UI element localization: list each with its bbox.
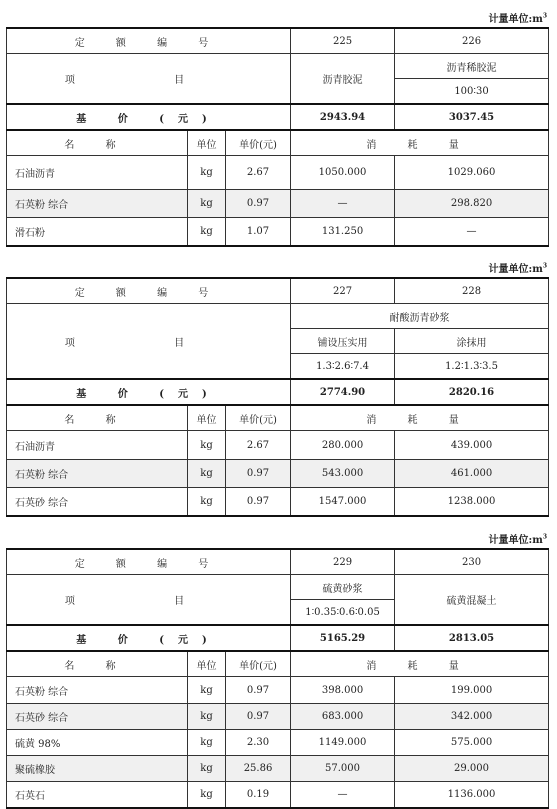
material-name: 滑石粉 bbox=[7, 218, 188, 247]
material-unit: kg bbox=[188, 677, 226, 704]
unit-label: 计量单位$:m^3$ bbox=[488, 12, 547, 25]
unit-price-header: 单价(元) bbox=[226, 405, 291, 431]
material-unit: kg bbox=[188, 756, 226, 782]
material-price: 0.97 bbox=[226, 488, 291, 517]
quota-code: 226 bbox=[395, 28, 549, 54]
item-label: 项 目 bbox=[7, 304, 291, 380]
item-name: 硫黄混凝土 bbox=[395, 575, 549, 626]
material-name: 石英砂 综合 bbox=[7, 488, 188, 517]
consumption-value: 298.820 bbox=[395, 190, 549, 218]
material-unit: kg bbox=[188, 190, 226, 218]
mix-ratio: 1.2∶1.3∶3.5 bbox=[395, 354, 549, 380]
base-price-label: 基 价 (元) bbox=[7, 379, 291, 405]
mix-ratio: 1∶0.35∶0.6∶0.05 bbox=[291, 600, 395, 626]
name-header: 名 称 bbox=[7, 651, 188, 677]
consumption-value: 1050.000 bbox=[291, 156, 395, 190]
unit-label: 计量单位$:m^3$ bbox=[488, 533, 547, 546]
name-header: 名 称 bbox=[7, 405, 188, 431]
quota-table-2 bbox=[6, 277, 549, 517]
quota-no-label: 定 额 编 号 bbox=[7, 278, 291, 304]
quota-code: 227 bbox=[291, 278, 395, 304]
material-unit: kg bbox=[188, 156, 226, 190]
consumption-header: 消 耗 量 bbox=[291, 651, 549, 677]
quota-no-label: 定 额 编 号 bbox=[7, 549, 291, 575]
base-price: 2943.94 bbox=[291, 104, 395, 130]
quota-code: 229 bbox=[291, 549, 395, 575]
table-row bbox=[7, 218, 549, 247]
quota-code: 225 bbox=[291, 28, 395, 54]
table-row bbox=[7, 730, 549, 756]
material-unit: kg bbox=[188, 460, 226, 488]
consumption-value: 1238.000 bbox=[395, 488, 549, 517]
base-price: 2820.16 bbox=[395, 379, 549, 405]
table-row bbox=[7, 156, 549, 190]
table-row bbox=[7, 488, 549, 517]
consumption-value: 461.000 bbox=[395, 460, 549, 488]
base-price-label: 基 价 (元) bbox=[7, 625, 291, 651]
material-name: 石油沥青 bbox=[7, 156, 188, 190]
material-price: 0.97 bbox=[226, 190, 291, 218]
item-name: 沥青胶泥 bbox=[291, 54, 395, 105]
consumption-value: 543.000 bbox=[291, 460, 395, 488]
table-row bbox=[7, 756, 549, 782]
unit-header: 单位 bbox=[188, 130, 226, 156]
consumption-value: 199.000 bbox=[395, 677, 549, 704]
material-name: 石英粉 综合 bbox=[7, 460, 188, 488]
material-name: 石英石 bbox=[7, 782, 188, 809]
material-name: 聚硫橡胶 bbox=[7, 756, 188, 782]
consumption-value: 1547.000 bbox=[291, 488, 395, 517]
base-price-label: 基 价 (元) bbox=[7, 104, 291, 130]
unit-price-header: 单价(元) bbox=[226, 651, 291, 677]
material-unit: kg bbox=[188, 488, 226, 517]
material-name: 石油沥青 bbox=[7, 431, 188, 460]
table-row bbox=[7, 782, 549, 809]
consumption-value: 1136.000 bbox=[395, 782, 549, 809]
table-row bbox=[7, 460, 549, 488]
quota-code: 228 bbox=[395, 278, 549, 304]
consumption-header: 消 耗 量 bbox=[291, 130, 549, 156]
mix-ratio: 100∶30 bbox=[395, 79, 549, 105]
base-price: 5165.29 bbox=[291, 625, 395, 651]
material-price: 1.07 bbox=[226, 218, 291, 247]
material-name: 石英粉 综合 bbox=[7, 677, 188, 704]
base-price: 2813.05 bbox=[395, 625, 549, 651]
item-label: 项 目 bbox=[7, 54, 291, 105]
material-price: 0.97 bbox=[226, 704, 291, 730]
consumption-value: 575.000 bbox=[395, 730, 549, 756]
item-name: 沥青稀胶泥 bbox=[395, 54, 549, 79]
consumption-value: — bbox=[291, 190, 395, 218]
consumption-value: 131.250 bbox=[291, 218, 395, 247]
material-price: 0.19 bbox=[226, 782, 291, 809]
material-price: 25.86 bbox=[226, 756, 291, 782]
unit-header: 单位 bbox=[188, 651, 226, 677]
material-price: 2.67 bbox=[226, 156, 291, 190]
base-price: 3037.45 bbox=[395, 104, 549, 130]
consumption-value: 29.000 bbox=[395, 756, 549, 782]
consumption-value: 1149.000 bbox=[291, 730, 395, 756]
mix-ratio: 1.3∶2.6∶7.4 bbox=[291, 354, 395, 380]
consumption-value: 398.000 bbox=[291, 677, 395, 704]
group-title: 耐酸沥青砂浆 bbox=[291, 304, 549, 329]
material-unit: kg bbox=[188, 730, 226, 756]
item-name: 硫黄砂浆 bbox=[291, 575, 395, 600]
material-name: 硫黄 98% bbox=[7, 730, 188, 756]
consumption-value: — bbox=[291, 782, 395, 809]
table-row bbox=[7, 190, 549, 218]
material-unit: kg bbox=[188, 704, 226, 730]
unit-price-header: 单价(元) bbox=[226, 130, 291, 156]
table-row bbox=[7, 677, 549, 704]
consumption-value: 439.000 bbox=[395, 431, 549, 460]
quota-table-1 bbox=[6, 27, 549, 247]
consumption-value: 342.000 bbox=[395, 704, 549, 730]
table-row bbox=[7, 704, 549, 730]
base-price: 2774.90 bbox=[291, 379, 395, 405]
consumption-value: 1029.060 bbox=[395, 156, 549, 190]
item-name: 涂抹用 bbox=[395, 329, 549, 354]
material-price: 0.97 bbox=[226, 677, 291, 704]
material-unit: kg bbox=[188, 431, 226, 460]
unit-header: 单位 bbox=[188, 405, 226, 431]
material-unit: kg bbox=[188, 782, 226, 809]
consumption-value: 683.000 bbox=[291, 704, 395, 730]
consumption-value: — bbox=[395, 218, 549, 247]
material-unit: kg bbox=[188, 218, 226, 247]
item-label: 项 目 bbox=[7, 575, 291, 626]
material-name: 石英粉 综合 bbox=[7, 190, 188, 218]
material-price: 2.30 bbox=[226, 730, 291, 756]
material-price: 0.97 bbox=[226, 460, 291, 488]
table-row bbox=[7, 431, 549, 460]
consumption-value: 280.000 bbox=[291, 431, 395, 460]
material-name: 石英砂 综合 bbox=[7, 704, 188, 730]
material-price: 2.67 bbox=[226, 431, 291, 460]
unit-label: 计量单位$:m^3$ bbox=[488, 262, 547, 275]
consumption-value: 57.000 bbox=[291, 756, 395, 782]
name-header: 名 称 bbox=[7, 130, 188, 156]
quota-table-3 bbox=[6, 548, 549, 809]
consumption-header: 消 耗 量 bbox=[291, 405, 549, 431]
item-name: 铺设压实用 bbox=[291, 329, 395, 354]
quota-no-label: 定 额 编 号 bbox=[7, 28, 291, 54]
quota-code: 230 bbox=[395, 549, 549, 575]
